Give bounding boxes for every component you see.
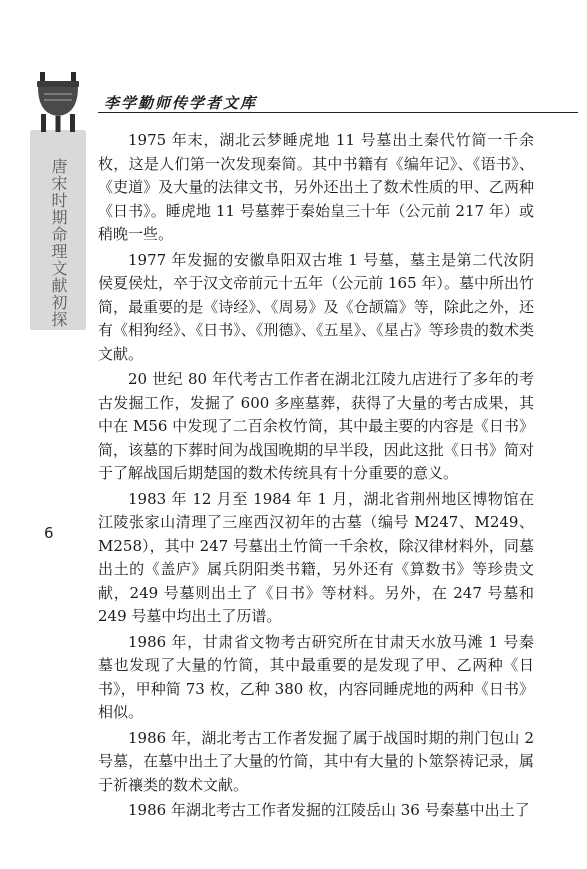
body-text	[98, 129, 534, 825]
series-title: 李学勤师传学者文库	[104, 94, 258, 112]
header-rule	[98, 112, 578, 113]
paragraph: 1975 年末，湖北云梦睡虎地 11 号墓出土秦代竹简一千余枚，这是人们第一次发现秦简。其中书籍有《编年记》、《语书》、《吏道》及大量的法律文书，另外还出土了数术性质的甲、乙两种《日书》。睡虎地 11 号墓葬于秦始皇三十年（公元前 217 年）或稍晚一些。	[98, 131, 534, 243]
page-number: 6	[44, 524, 54, 542]
paragraph: 20 世纪 80 年代考古工作者在湖北江陵九店进行了多年的考古发掘工作，发掘了 600 多座墓葬，获得了大量的考古成果，其中在 M56 中发现了二百余枚竹简，其中最主要的内容是《日书》简，该墓的下葬时间为战国晚期的早半段，因此这批《日书》简对于了解战国后期楚国的数术传统具有十分重要的意义。	[98, 370, 534, 482]
paragraph: 1983 年 12 月至 1984 年 1 月，湖北省荆州地区博物馆在江陵张家山清理了三座西汉初年的古墓（编号 M247、M249、M258），其中 247 号墓出土竹简一千余枚，除汉律材料外，同墓出土的《盖庐》属兵阴阳类书籍，另外还有《算数书》等珍贵文献，249 号墓则出土了《日书》等材料。另外，在 247 号墓和 249 号墓中均出土了历谱。	[98, 489, 534, 625]
running-header	[34, 90, 580, 114]
paragraph: 1986 年，甘肃省文物考古研究所在甘肃天水放马滩 1 号秦墓也发现了大量的竹简，其中最重要的是发现了甲、乙两种《日书》，甲种简 73 枚，乙种 380 枚，内容同睡虎地的两种《日书》相似。	[98, 632, 534, 721]
paragraph: 1986 年，湖北考古工作者发掘了属于战国时期的荆门包山 2 号墓，在墓中出土了大量的竹简，其中有大量的卜筮祭祷记录，属于祈禳类的数术文献。	[98, 728, 534, 794]
paragraph: 1986 年湖北考古工作者发掘的江陵岳山 36 号秦墓中出土了	[128, 801, 530, 819]
paragraph: 1977 年发掘的安徽阜阳双古堆 1 号墓，墓主是第二代汝阴侯夏侯灶，卒于汉文帝前元十五年（公元前 165 年）。墓中所出竹简，最重要的是《诗经》、《周易》及《仓颉篇》等，除此之外，还有《相狗经》、《日书》、《刑德》、《五星》、《星占》等珍贵的数术类文献。	[98, 250, 534, 363]
sidebar-book-title: 唐宋时期命理文献初探	[49, 158, 68, 328]
